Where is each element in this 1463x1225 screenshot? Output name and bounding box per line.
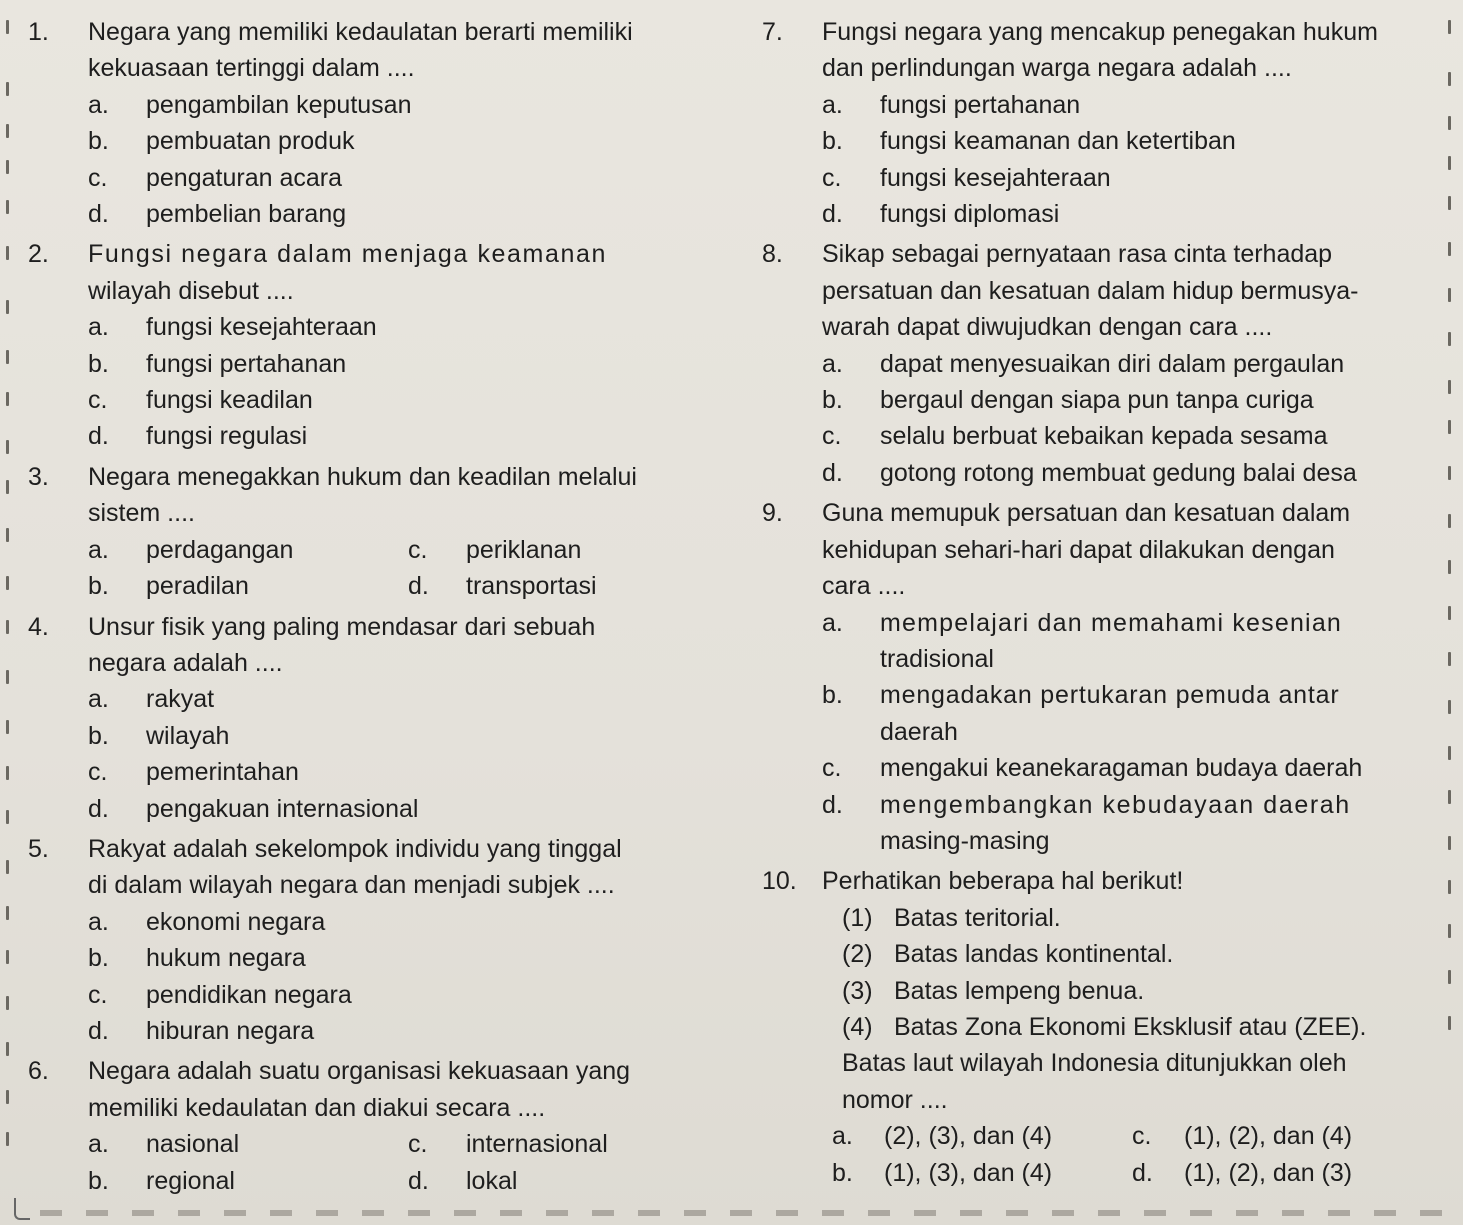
question-7 <box>762 14 1452 232</box>
option-a[interactable]: a. perdagangan <box>88 535 294 564</box>
question-5 <box>28 831 728 1049</box>
question-number: 10. <box>762 867 797 896</box>
question-stem: wilayah disebut .... <box>88 276 294 305</box>
option-b[interactable]: b. mengadakan pertukaran pemuda antar <box>822 681 1340 710</box>
question-stem: Guna memupuk persatuan dan kesatuan dalam <box>822 499 1351 528</box>
option-d[interactable]: d. fungsi diplomasi <box>822 200 1060 229</box>
question-stem: Sikap sebagai pernyataan rasa cinta terhadap <box>822 240 1333 269</box>
option-a[interactable]: a. fungsi kesejahteraan <box>88 313 377 342</box>
question-stem: Unsur fisik yang paling mendasar dari sebuah <box>88 612 596 641</box>
option-a-continued: tradisional <box>880 644 994 673</box>
option-row <box>762 1118 1452 1154</box>
option-c[interactable]: c. fungsi kesejahteraan <box>822 163 1111 192</box>
question-stem: Fungsi negara yang mencakup penegakan hukum <box>822 18 1378 46</box>
option-row <box>28 568 728 604</box>
question-stem: negara adalah .... <box>88 648 283 677</box>
option-d[interactable]: d. pembelian barang <box>88 200 347 229</box>
option-a[interactable]: a. fungsi pertahanan <box>822 90 1081 119</box>
option-a[interactable]: a. dapat menyesuaikan diri dalam pergaulan <box>822 349 1345 378</box>
question-stem: Perhatikan beberapa hal berikut! <box>822 867 1184 896</box>
question-1 <box>28 14 728 232</box>
question-number: 9. <box>762 499 783 528</box>
question-stem: Batas laut wilayah Indonesia ditunjukkan oleh <box>842 1049 1347 1078</box>
option-a[interactable]: a. rakyat <box>88 685 215 714</box>
option-d[interactable]: d. mengembangkan kebudayaan daerah <box>822 790 1351 819</box>
question-stem: sistem .... <box>88 499 195 528</box>
option-b[interactable]: b. fungsi keamanan dan ketertiban <box>822 127 1236 156</box>
question-number: 3. <box>28 462 49 491</box>
option-b[interactable]: b. peradilan <box>88 572 249 601</box>
option-c[interactable]: c. fungsi keadilan <box>88 386 313 415</box>
list-item: (4) Batas Zona Ekonomi Eksklusif atau (ZEE). <box>842 1012 1367 1041</box>
option-b-continued: daerah <box>880 717 958 746</box>
option-a[interactable]: a. mempelajari dan memahami kesenian <box>822 608 1343 637</box>
question-stem: Fungsi negara dalam menjaga keamanan <box>88 240 608 269</box>
question-stem: cara .... <box>822 572 906 601</box>
option-c[interactable]: c. internasional <box>408 1130 608 1159</box>
question-8 <box>762 236 1452 491</box>
question-2 <box>28 236 728 454</box>
question-stem: dan perlindungan warga negara adalah .... <box>822 54 1292 83</box>
option-a[interactable]: a. ekonomi negara <box>88 907 326 936</box>
question-stem: Negara menegakkan hukum dan keadilan melalui <box>88 462 637 491</box>
option-c[interactable]: c. (1), (2), dan (4) <box>1132 1122 1353 1151</box>
question-number: 7. <box>762 18 783 46</box>
question-6 <box>28 1053 728 1199</box>
option-d[interactable]: d. pengakuan internasional <box>88 794 419 823</box>
right-column <box>762 14 1452 1191</box>
question-number: 5. <box>28 834 49 863</box>
list-item: (2) Batas landas kontinental. <box>842 940 1174 969</box>
question-stem: kehidupan sehari-hari dapat dilakukan dengan <box>822 535 1335 564</box>
option-c[interactable]: c. pemerintahan <box>88 758 299 787</box>
page-corner-mark <box>14 1198 30 1220</box>
question-stem: persatuan dan kesatuan dalam hidup bermusya- <box>822 276 1359 305</box>
question-number: 1. <box>28 18 49 46</box>
question-number: 8. <box>762 240 783 269</box>
option-row <box>28 532 728 568</box>
option-c[interactable]: c. pendidikan negara <box>88 980 352 1009</box>
option-d[interactable]: d. fungsi regulasi <box>88 422 308 451</box>
list-item: (1) Batas teritorial. <box>842 903 1061 932</box>
option-d[interactable]: d. gotong rotong membuat gedung balai desa <box>822 458 1357 487</box>
option-d[interactable]: d. hiburan negara <box>88 1016 315 1045</box>
question-3 <box>28 459 728 605</box>
option-d[interactable]: d. lokal <box>408 1166 518 1195</box>
option-b[interactable]: b. regional <box>88 1166 235 1195</box>
question-number: 4. <box>28 612 49 641</box>
question-stem: Negara yang memiliki kedaulatan berarti memiliki <box>88 18 633 46</box>
option-row <box>762 1155 1452 1191</box>
question-stem: Rakyat adalah sekelompok individu yang tinggal <box>88 834 622 863</box>
option-b[interactable]: b. hukum negara <box>88 944 306 973</box>
option-b[interactable]: b. bergaul dengan siapa pun tanpa curiga <box>822 386 1314 415</box>
option-row <box>28 1163 728 1199</box>
question-9 <box>762 495 1452 859</box>
option-b[interactable]: b. pembuatan produk <box>88 127 355 156</box>
question-stem: di dalam wilayah negara dan menjadi subjek .... <box>88 871 615 900</box>
bottom-dashed-border <box>40 1210 1460 1216</box>
option-a[interactable]: a. nasional <box>88 1130 240 1159</box>
option-b[interactable]: b. fungsi pertahanan <box>88 349 347 378</box>
option-c[interactable]: c. pengaturan acara <box>88 163 342 192</box>
question-4 <box>28 609 728 827</box>
option-a[interactable]: a. (2), (3), dan (4) <box>832 1122 1053 1151</box>
option-b[interactable]: b. wilayah <box>88 721 230 750</box>
option-d[interactable]: d. transportasi <box>408 572 597 601</box>
option-c[interactable]: c. periklanan <box>408 535 582 564</box>
option-row <box>28 1126 728 1162</box>
question-stem: nomor .... <box>842 1085 948 1114</box>
list-item: (3) Batas lempeng benua. <box>842 976 1145 1005</box>
option-a[interactable]: a. pengambilan keputusan <box>88 90 412 119</box>
question-number: 6. <box>28 1057 49 1086</box>
question-stem: kekuasaan tertinggi dalam .... <box>88 54 415 83</box>
question-stem: Negara adalah suatu organisasi kekuasaan yang <box>88 1057 631 1086</box>
option-d[interactable]: d. (1), (2), dan (3) <box>1132 1158 1353 1187</box>
option-b[interactable]: b. (1), (3), dan (4) <box>832 1158 1053 1187</box>
option-c[interactable]: c. selalu berbuat kebaikan kepada sesama <box>822 422 1328 451</box>
option-c[interactable]: c. mengakui keanekaragaman budaya daerah <box>822 754 1363 783</box>
left-column <box>28 14 728 1199</box>
question-stem: memiliki kedaulatan dan diakui secara .... <box>88 1093 546 1122</box>
question-number: 2. <box>28 240 49 269</box>
binding-marks-left <box>6 20 16 1210</box>
option-d-continued: masing-masing <box>880 826 1050 855</box>
question-10 <box>762 863 1452 1191</box>
question-stem: warah dapat diwujudkan dengan cara .... <box>822 313 1273 342</box>
